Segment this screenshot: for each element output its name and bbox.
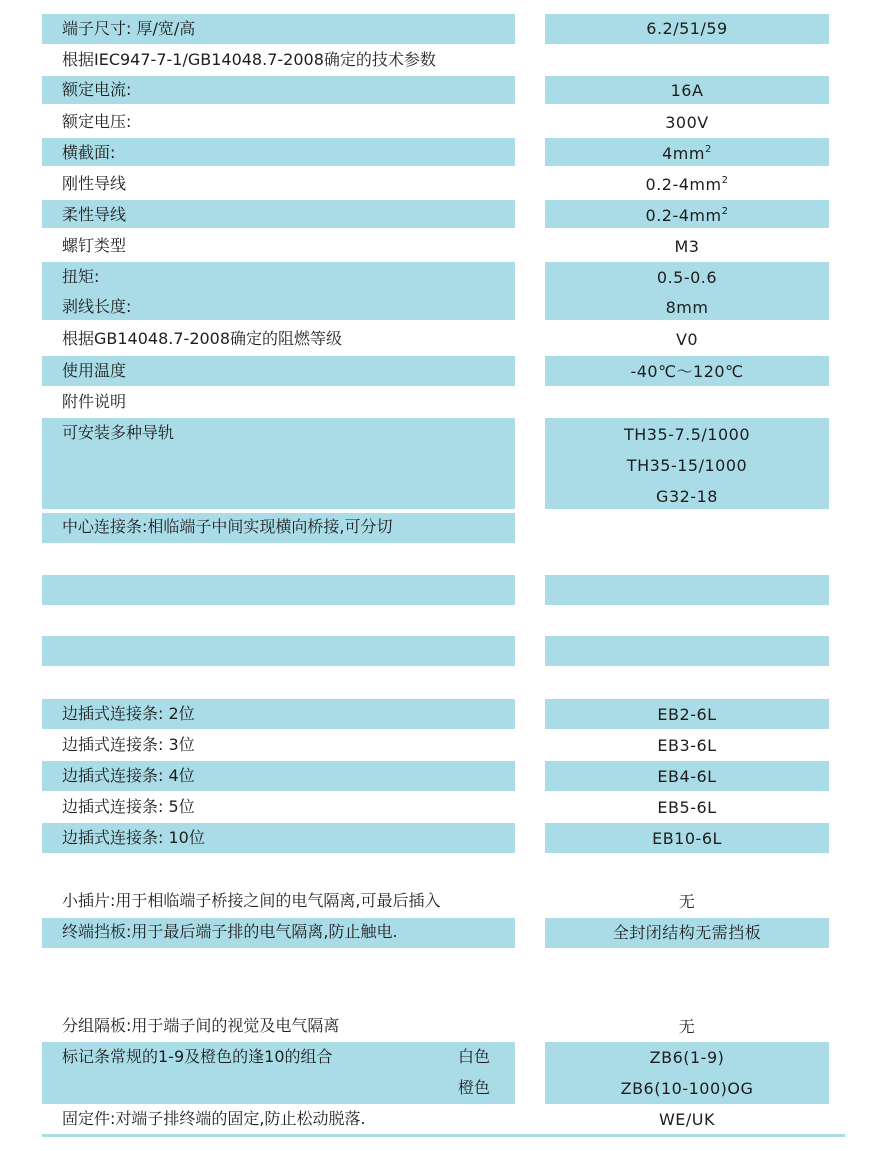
edge-10-value: EB10-6L <box>652 829 722 848</box>
params-header: 根据IEC947-7-1/GB14048.7-2008确定的技术参数 <box>62 50 436 69</box>
edge-3-value: EB3-6L <box>657 736 717 755</box>
value-band-empty-1 <box>545 575 829 605</box>
marker-label: 标记条常规的1-9及橙色的逢10的组合 <box>62 1047 333 1066</box>
marker-orange-label: 橙色 <box>458 1078 491 1097</box>
marker-white-label: 白色 <box>458 1047 491 1066</box>
rigid-wire-label: 刚性导线 <box>62 174 127 193</box>
flame-rating-value: V0 <box>675 330 699 349</box>
fixing-value: WE/UK <box>658 1110 716 1129</box>
small-plug-label: 小插片:用于相临端子桥接之间的电气隔离,可最后插入 <box>62 891 441 910</box>
temperature-value: -40℃～120℃ <box>630 362 744 381</box>
flame-rating-label: 根据GB14048.7-2008确定的阻燃等级 <box>62 329 343 348</box>
rated-current-label: 额定电流: <box>62 80 132 99</box>
rails-value-1: TH35-7.5/1000 <box>624 425 750 444</box>
group-sep-value: 无 <box>678 1017 696 1036</box>
end-plate-label: 终端挡板:用于最后端子排的电气隔离,防止触电. <box>62 922 398 941</box>
fixing-label: 固定件:对端子排终端的固定,防止松动脱落. <box>62 1109 366 1128</box>
rated-voltage-value: 300V <box>665 113 709 132</box>
edge-4-value: EB4-6L <box>657 767 717 786</box>
strip-length-label: 剥线长度: <box>62 297 132 316</box>
row-band-empty-1 <box>42 575 515 605</box>
edge-3-label: 边插式连接条: 3位 <box>62 735 195 754</box>
edge-5-value: EB5-6L <box>657 798 717 817</box>
marker-orange-value: ZB6(10-100)OG <box>620 1079 754 1098</box>
edge-10-label: 边插式连接条: 10位 <box>62 828 205 847</box>
screw-type-value: M3 <box>674 237 700 256</box>
rails-label: 可安装多种导轨 <box>62 423 175 442</box>
edge-2-label: 边插式连接条: 2位 <box>62 704 195 723</box>
torque-label: 扭矩: <box>62 267 100 286</box>
strip-length-value: 8mm <box>665 298 709 317</box>
rigid-wire-value: $0.2-4mm^2$ <box>645 175 729 194</box>
group-sep-label: 分组隔板:用于端子间的视觉及电气隔离 <box>62 1016 340 1035</box>
rails-value-2: TH35-15/1000 <box>626 456 748 475</box>
row-band-empty-2 <box>42 636 515 666</box>
rails-value-3: G32-18 <box>656 487 718 506</box>
size-label: 端子尺寸: 厚/宽/高 <box>62 19 196 38</box>
small-plug-value: 无 <box>678 892 696 911</box>
size-value: 6.2/51/59 <box>646 19 728 38</box>
marker-white-value: ZB6(1-9) <box>649 1048 725 1067</box>
edge-2-value: EB2-6L <box>657 705 717 724</box>
rated-voltage-label: 额定电压: <box>62 112 132 131</box>
rated-current-value: 16A <box>670 81 704 100</box>
accessories-label: 附件说明 <box>62 392 127 411</box>
edge-4-label: 边插式连接条: 4位 <box>62 766 195 785</box>
center-bridge-label: 中心连接条:相临端子中间实现横向桥接,可分切 <box>62 517 393 536</box>
flexible-wire-value: $0.2-4mm^2$ <box>645 206 729 225</box>
screw-type-label: 螺钉类型 <box>62 236 127 255</box>
value-band-empty-2 <box>545 636 829 666</box>
bottom-rule <box>42 1134 845 1137</box>
temperature-label: 使用温度 <box>62 361 127 380</box>
flexible-wire-label: 柔性导线 <box>62 205 127 224</box>
cross-section-value: $4mm^2$ <box>662 144 712 163</box>
edge-5-label: 边插式连接条: 5位 <box>62 797 195 816</box>
cross-section-label: 横截面: <box>62 143 116 162</box>
torque-value: 0.5-0.6 <box>656 268 718 287</box>
end-plate-value: 全封闭结构无需挡板 <box>612 923 762 942</box>
